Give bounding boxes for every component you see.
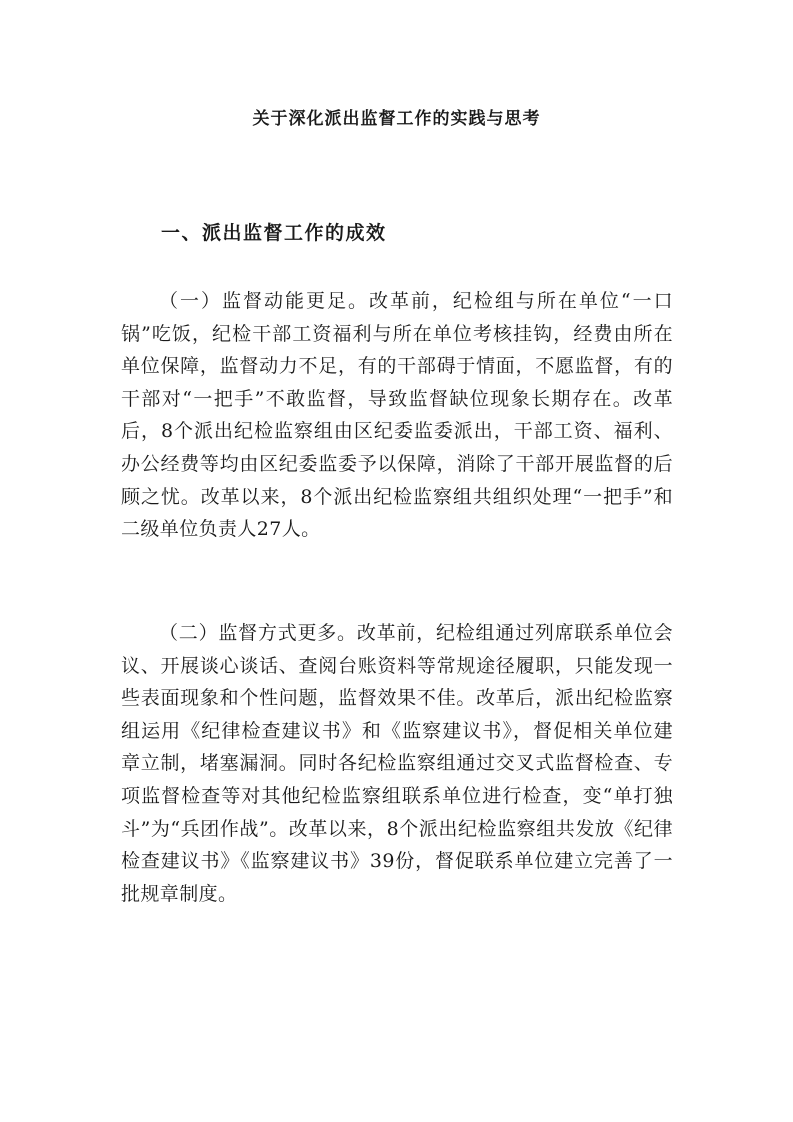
section-heading: 一、派出监督工作的成效 <box>161 222 387 244</box>
paragraph-supervision-methods: （二）监督方式更多。改革前，纪检组通过列席联系单位会议、开展谈心谈话、查阅台账资料等常规途径履职，只能发现一些表面现象和个性问题，监督效果不佳。改革后，派出纪检监察组运用《纪律检查建议书》和《监察建议书》，督促相关单位建章立制，堵塞漏洞。同时各纪检监察组通过交叉式监督检查、专项监督检查等对其他纪检监察组联系单位进行检查，变“单打独斗”为“兵团作战”。改革以来，8个派出纪检监察组共发放《纪律检查建议书》《监察建议书》39份，督促联系单位建立完善了一批规章制度。 <box>121 622 673 905</box>
document-title: 关于深化派出监督工作的实践与思考 <box>252 109 541 129</box>
paragraph-supervision-momentum: （一）监督动能更足。改革前，纪检组与所在单位“一口锅”吃饭，纪检干部工资福利与所在单位考核挂钩，经费由所在单位保障，监督动力不足，有的干部碍于情面，不愿监督，有的干部对“一把手”不敢监督，导致监督缺位现象长期存在。改革后，8个派出纪检监察组由区纪委监委派出，干部工资、福利、办公经费等均由区纪委监委予以保障，消除了干部开展监督的后顾之忧。改革以来，8个派出纪检监察组共组织处理“一把手”和二级单位负责人27人。 <box>121 290 673 541</box>
